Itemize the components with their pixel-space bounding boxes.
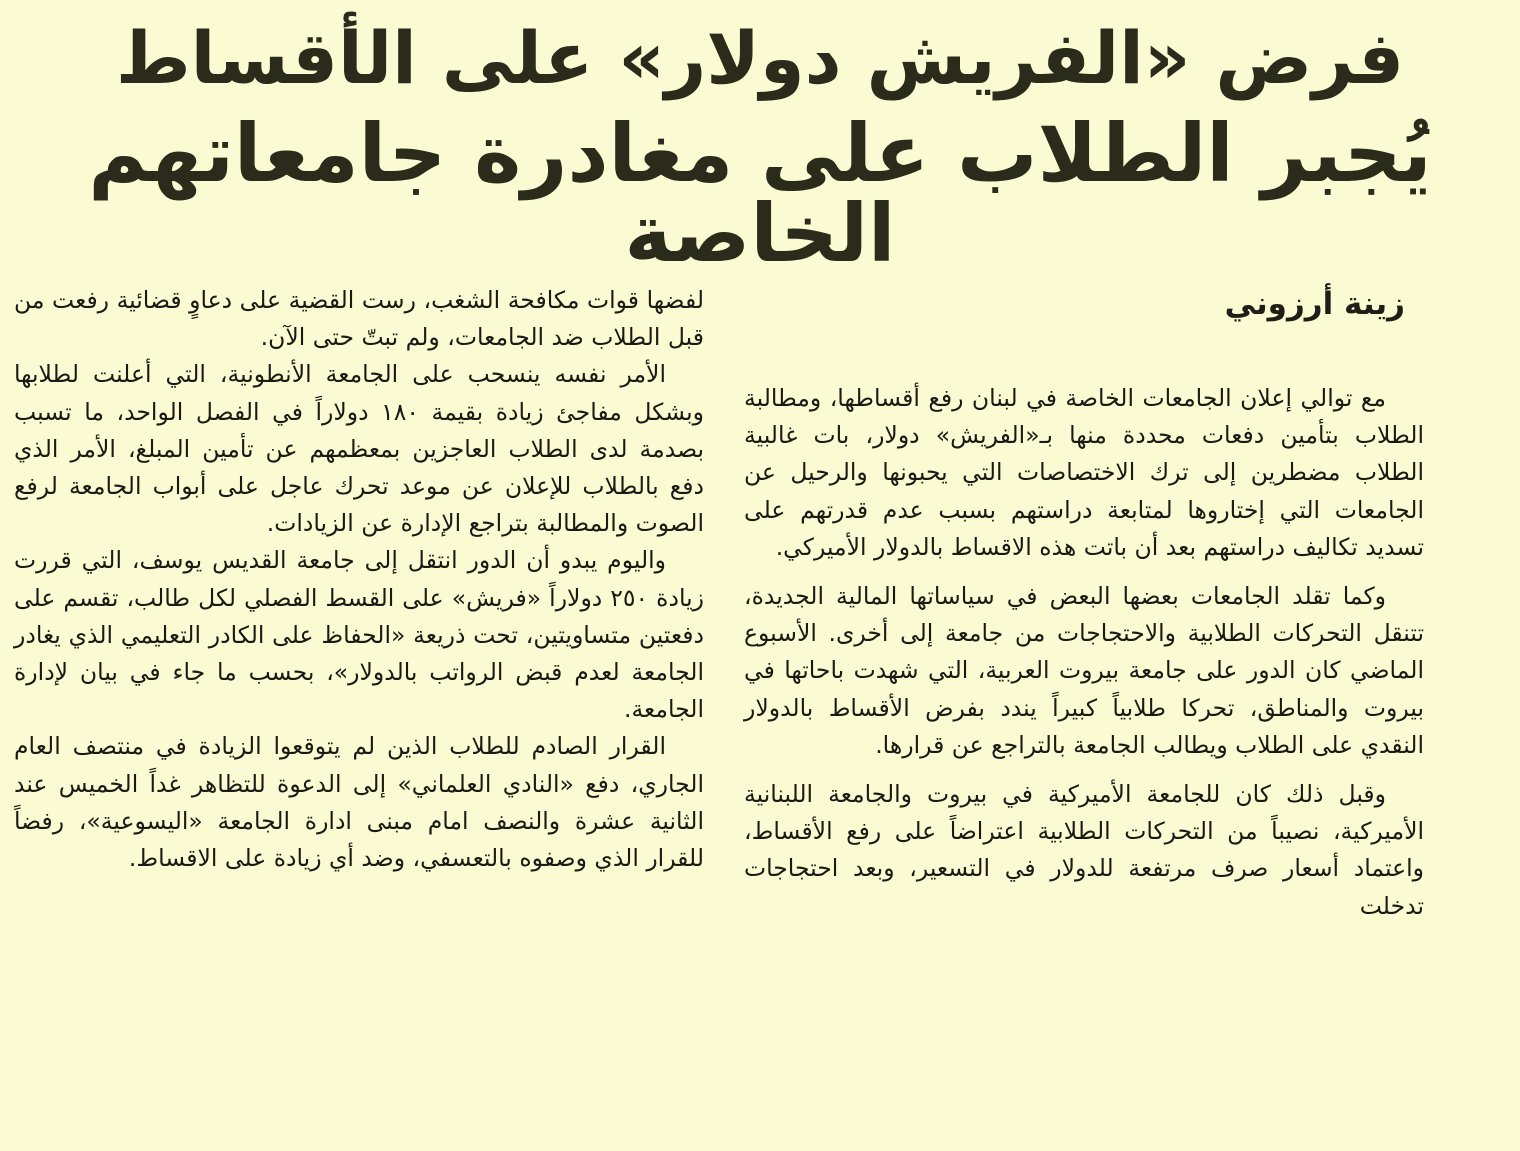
article-headline — [30, 16, 1490, 280]
article-paragraph: مع توالي إعلان الجامعات الخاصة في لبنان رفع أقساطها، ومطالبة الطلاب بتأمين دفعات محددة منها بـ«الفريش» دولار، بات غالبية الطلاب مضطرين إلى ترك الاختصاصات التي يحبونها والرحيل عن الجامعات التي إختاروها لمتابعة دراستهم بسبب عدم قدرتهم على تسديد تكاليف دراستهم بعد أن باتت هذه الاقساط بالدولار الأميركي. — [744, 384, 1424, 561]
article-paragraph: وكما تقلد الجامعات بعضها البعض في سياساتها المالية الجديدة، تتنقل التحركات الطلابية والاحتجاجات من جامعة إلى أخرى. الأسبوع الماضي كان الدور على جامعة بيروت العربية، التي شهدت باحاتها في بيروت والمناطق، تحركا طلابياً كبيراً يندد بفرض الأقساط بالدولار النقدي على الطلاب ويطالب الجامعة بالتراجع عن قرارها. — [744, 582, 1424, 759]
article-column-left — [14, 282, 704, 877]
article-paragraph: واليوم يبدو أن الدور انتقل إلى جامعة القديس يوسف، التي قررت زيادة ٢٥٠ دولاراً «فريش» على القسط الفصلي لكل طالب، تقسم على دفعتين متساويتين، تحت ذريعة «الحفاظ على الكادر التعليمي الذي يغادر الجامعة لعدم قبض الرواتب بالدولار»، بحسب ما جاء في بيان لإدارة الجامعة. — [14, 546, 704, 724]
headline-line-1: فرض «الفريش دولار» على الأقساط — [115, 16, 1405, 100]
article-paragraph: القرار الصادم للطلاب الذين لم يتوقعوا الزيادة في منتصف العام الجاري، دفع «النادي العلماني» إلى الدعوة للتظاهر غداً الخميس عند الثانية عشرة والنصف امام مبنى ادارة الجامعة «اليسوعية»، رفضاً للقرار الذي وصفوه بالتعسفي، وضد أي زيادة على الاقساط. — [14, 732, 704, 873]
author-byline: زينة أرزوني — [1224, 286, 1405, 322]
article-column-right — [744, 380, 1424, 925]
article-paragraph: وقبل ذلك كان للجامعة الأميركية في بيروت والجامعة اللبنانية الأميركية، نصيباً من التحركات الطلابية اعتراضاً على رفع الأقساط، واعتماد أسعار صرف مرتفعة للدولار في التسعير، وبعد احتجاجات تدخلت — [744, 780, 1424, 920]
headline-line-2: يُجبر الطلاب على مغادرة جامعاتهم الخاصة — [88, 107, 1432, 280]
article-paragraph: لفضها قوات مكافحة الشغب، رست القضية على دعاوٍ قضائية رفعت من قبل الطلاب ضد الجامعات، ولم تبتّ حتى الآن. — [14, 286, 704, 352]
article-paragraph: الأمر نفسه ينسحب على الجامعة الأنطونية، التي أعلنت لطلابها وبشكل مفاجئ زيادة بقيمة ١٨٠ دولاراً في الفصل الواحد، ما تسبب بصدمة لدى الطلاب العاجزين بمعظمهم عن تأمين المبلغ، الأمر الذي دفع بالطلاب للإعلان عن موعد تحرك عاجل على أبواب الجامعة لرفع الصوت والمطالبة بتراجع الإدارة عن الزيادات. — [14, 360, 704, 538]
